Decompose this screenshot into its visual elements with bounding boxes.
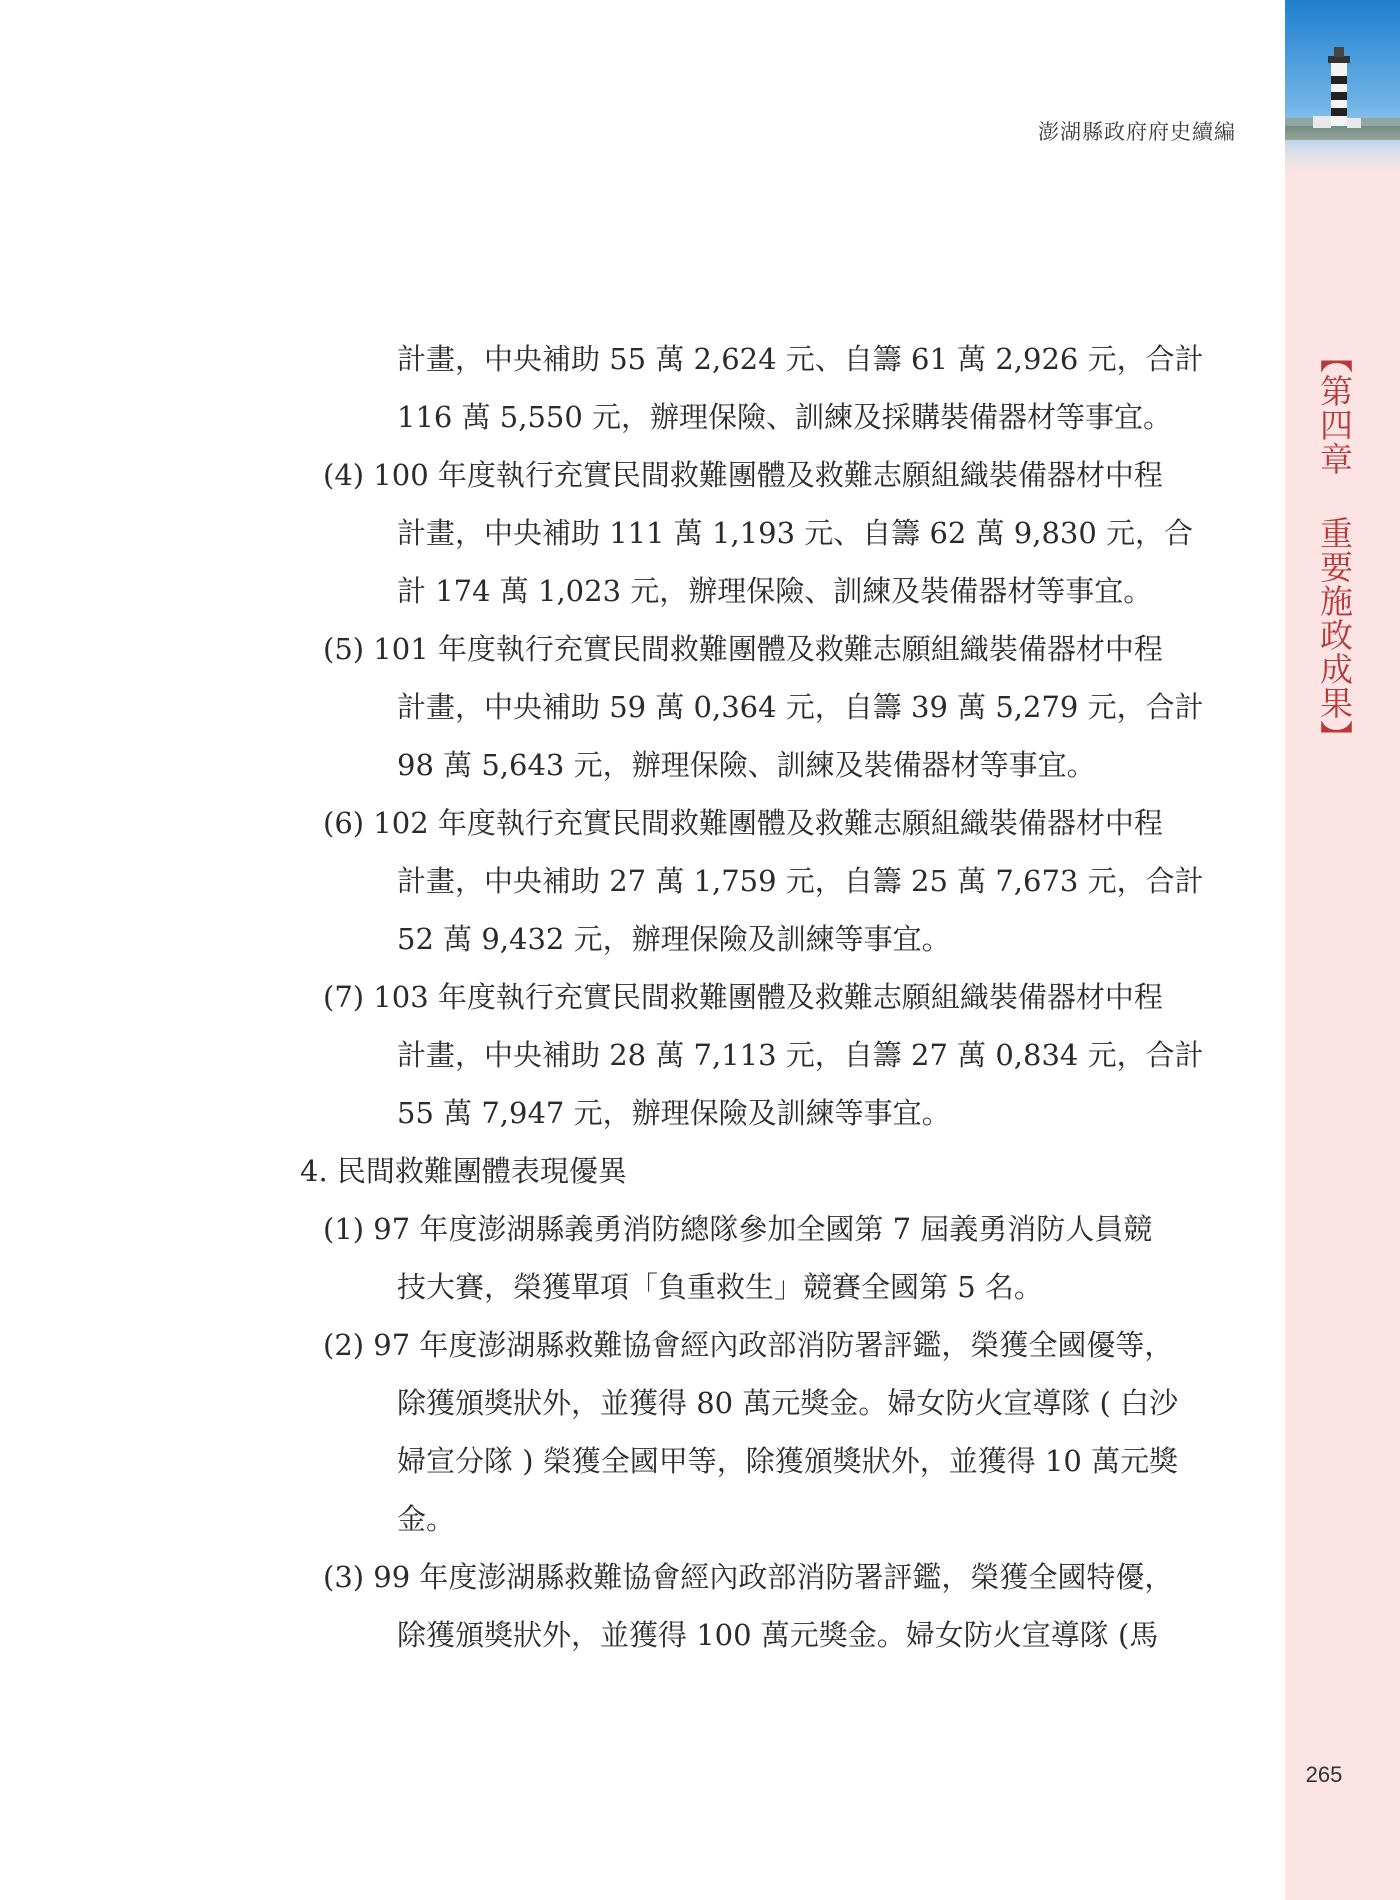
body-line: 除獲頒獎狀外，並獲得 100 萬元獎金。婦女防火宣導隊 (馬	[397, 1618, 1159, 1652]
list-item-1-first-line: (1) 97 年度澎湖縣義勇消防總隊參加全國第 7 屆義勇消防人員競	[323, 1212, 1153, 1246]
body-line: 98 萬 5,643 元，辦理保險、訓練及裝備器材等事宜。	[397, 748, 1096, 782]
chapter-sidebar	[1285, 0, 1400, 1900]
body-line: 52 萬 9,432 元，辦理保險及訓練等事宜。	[397, 922, 951, 956]
body-line: 技大賽，榮獲單項「負重救生」競賽全國第 5 名。	[397, 1270, 1043, 1304]
section-heading: 4. 民間救難團體表現優異	[300, 1154, 627, 1188]
body-line: 計畫，中央補助 59 萬 0,364 元，自籌 39 萬 5,279 元，合計	[397, 690, 1204, 724]
body-line: 計 174 萬 1,023 元，辦理保險、訓練及裝備器材等事宜。	[397, 574, 1153, 608]
body-line: 116 萬 5,550 元，辦理保險、訓練及採購裝備器材等事宜。	[397, 400, 1173, 434]
chapter-title: 【第四章 重要施政成果】	[1315, 340, 1354, 754]
body-line: 婦宣分隊 ) 榮獲全國甲等，除獲頒獎狀外，並獲得 10 萬元獎	[397, 1444, 1179, 1478]
list-item-4-first-line: (4) 100 年度執行充實民間救難團體及救難志願組織裝備器材中程	[323, 458, 1163, 492]
body-line: 計畫，中央補助 28 萬 7,113 元，自籌 27 萬 0,834 元，合計	[397, 1038, 1204, 1072]
body-line: 計畫，中央補助 55 萬 2,624 元、自籌 61 萬 2,926 元，合計	[397, 342, 1204, 376]
list-item-5-first-line: (5) 101 年度執行充實民間救難團體及救難志願組織裝備器材中程	[323, 632, 1163, 666]
list-item-6-first-line: (6) 102 年度執行充實民間救難團體及救難志願組織裝備器材中程	[323, 806, 1163, 840]
list-item-3-first-line: (3) 99 年度澎湖縣救難協會經內政部消防署評鑑，榮獲全國特優，	[323, 1560, 1174, 1594]
body-line: 55 萬 7,947 元，辦理保險及訓練等事宜。	[397, 1096, 951, 1130]
page-number: 265	[1305, 1762, 1343, 1787]
body-line: 計畫，中央補助 111 萬 1,193 元、自籌 62 萬 9,830 元，合	[397, 516, 1194, 550]
list-item-2-first-line: (2) 97 年度澎湖縣救難協會經內政部消防署評鑑，榮獲全國優等，	[323, 1328, 1174, 1362]
running-header: 澎湖縣政府府史續編	[1038, 120, 1236, 144]
body-line: 除獲頒獎狀外，並獲得 80 萬元獎金。婦女防火宣導隊 ( 白沙	[397, 1386, 1179, 1420]
list-item-7-first-line: (7) 103 年度執行充實民間救難團體及救難志願組織裝備器材中程	[323, 980, 1163, 1014]
body-line: 計畫，中央補助 27 萬 1,759 元，自籌 25 萬 7,673 元，合計	[397, 864, 1204, 898]
lighthouse-photo	[1285, 0, 1400, 175]
body-line: 金。	[397, 1502, 456, 1536]
